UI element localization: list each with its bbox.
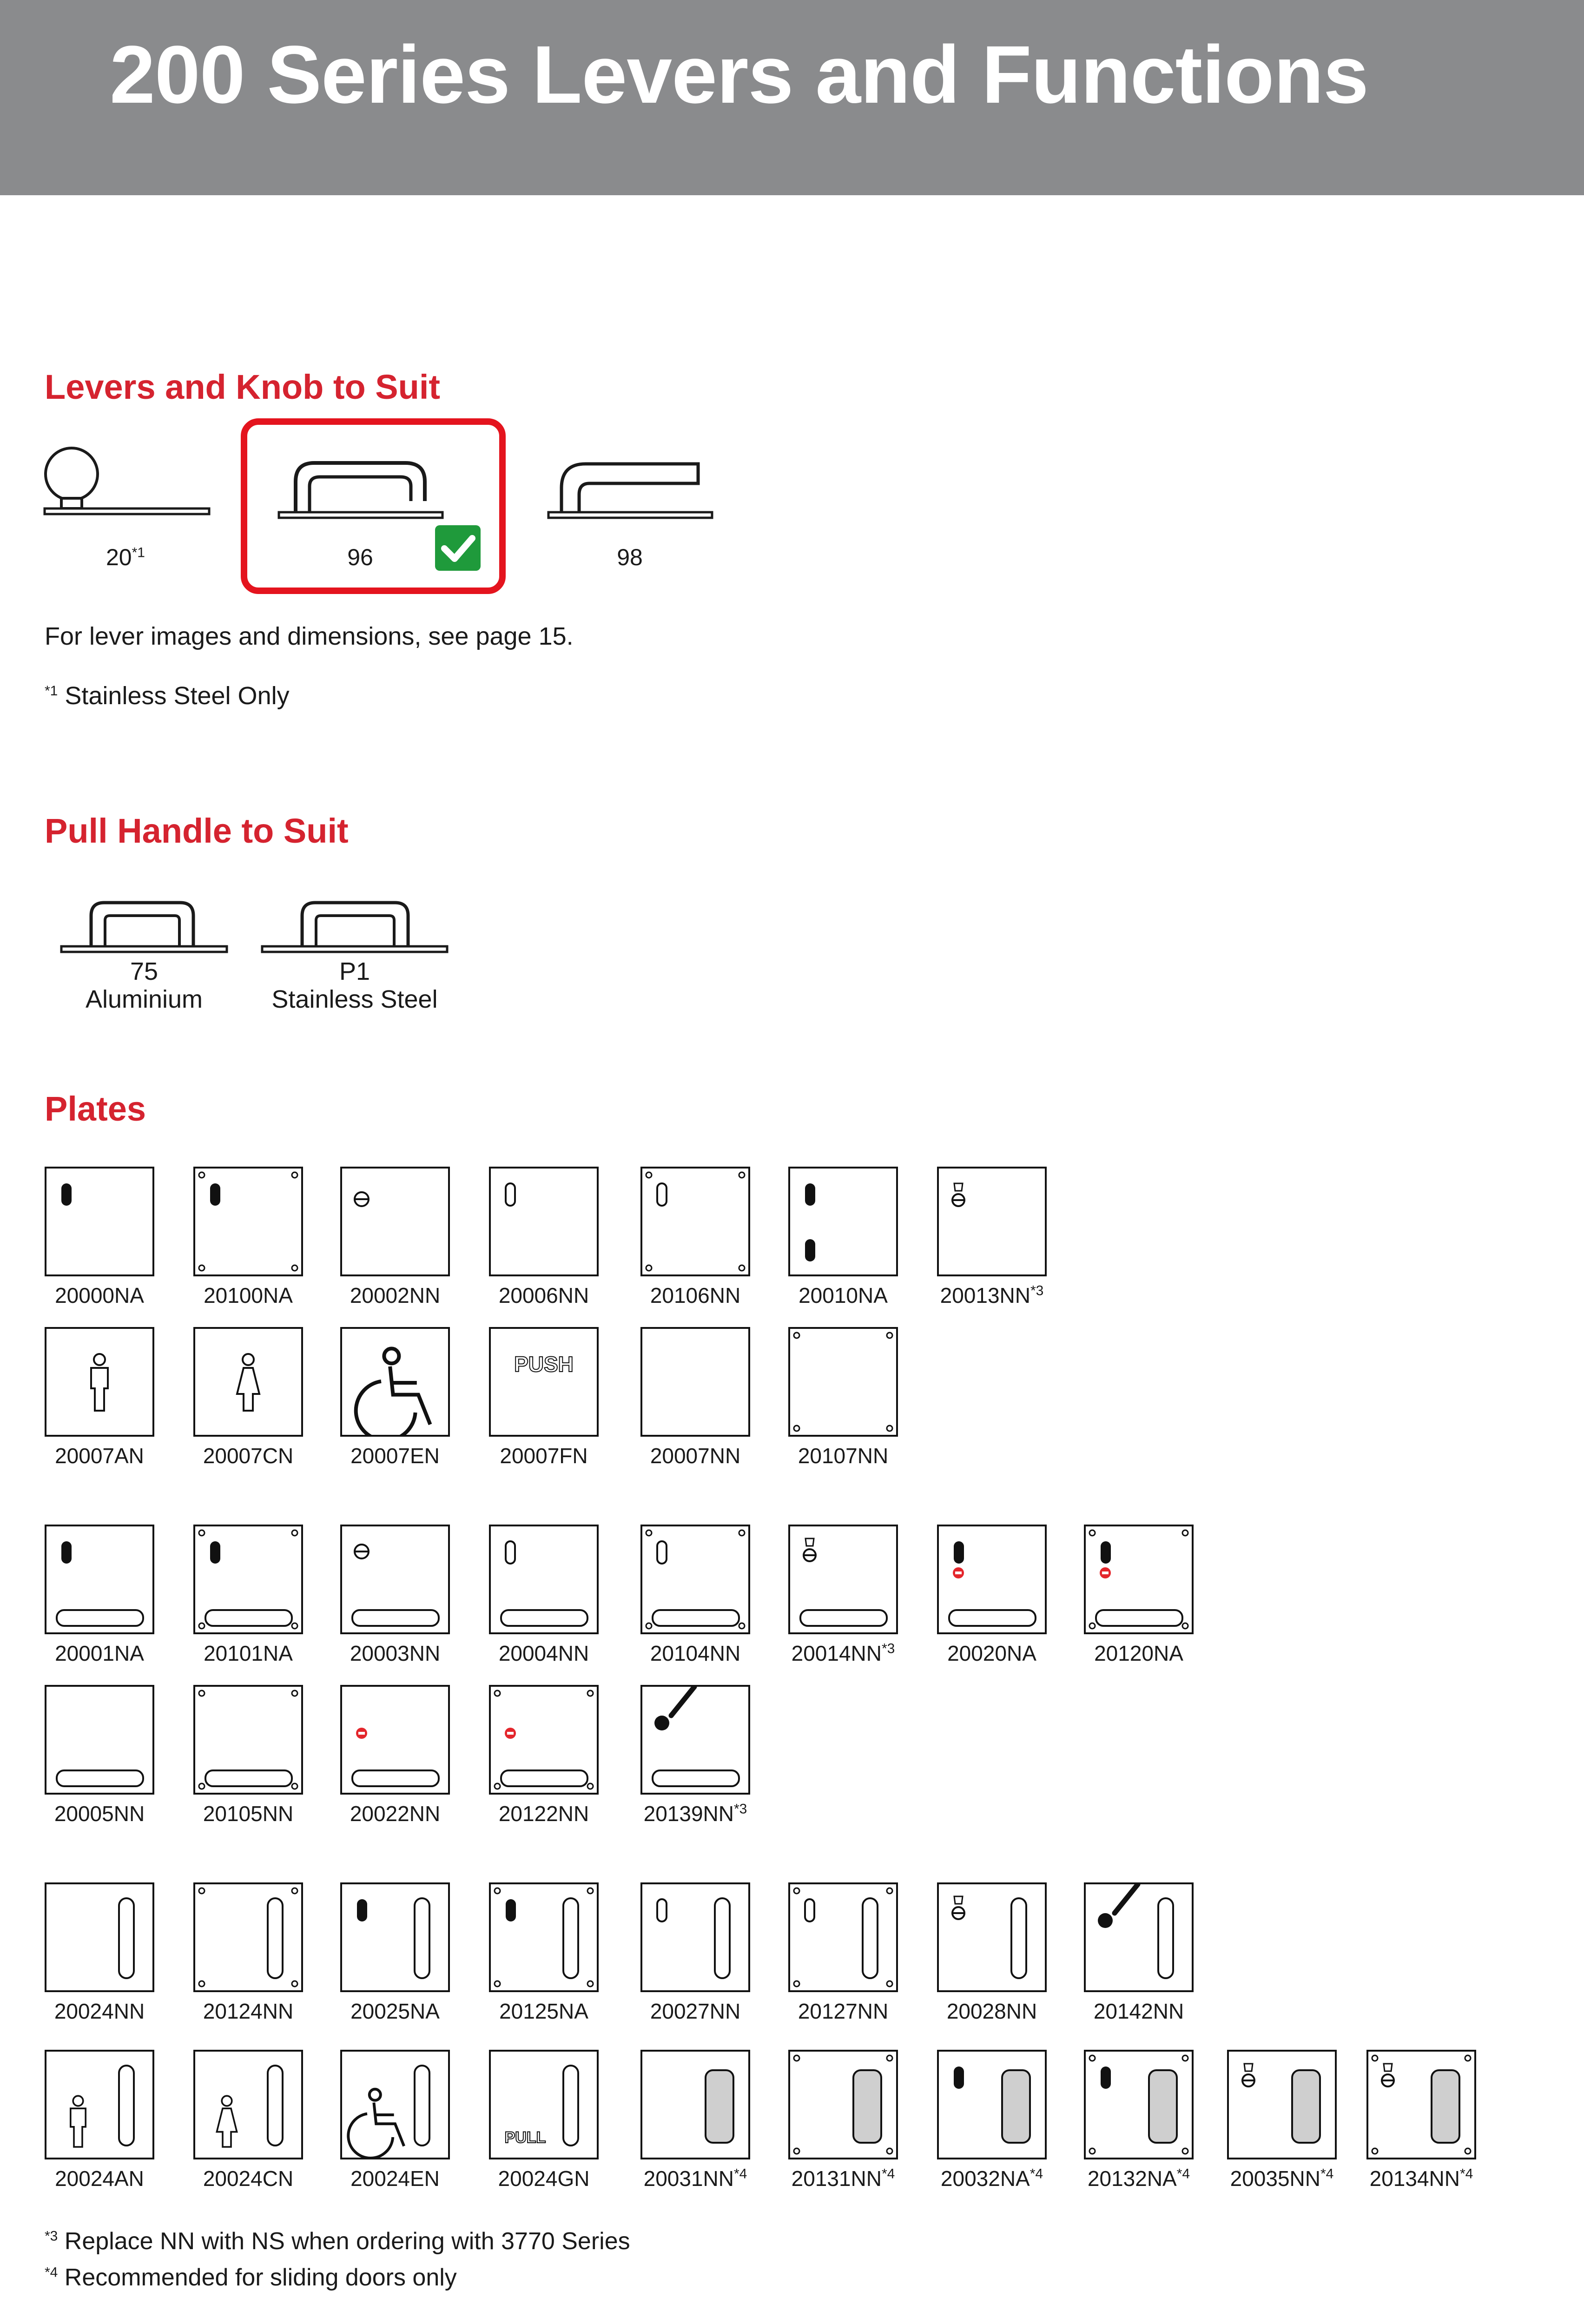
lever-item-98 (547, 456, 719, 521)
plate-code: 20131NN$^{*4}$ (791, 2166, 895, 2191)
plate-diagram-icon (489, 1525, 599, 1634)
plate-20139nn (640, 1685, 750, 1826)
plate-20003nn (340, 1525, 450, 1665)
plate-20007cn (193, 1327, 303, 1468)
plate-20122nn (489, 1685, 599, 1826)
svg-text:PUSH: PUSH (514, 1352, 574, 1376)
plate-20142nn (1084, 1882, 1194, 2023)
plate-20010na (788, 1167, 898, 1307)
plate-20024en (340, 2050, 450, 2191)
plate-code: 20028NN (946, 1999, 1037, 2023)
plate-diagram-icon (45, 1327, 154, 1437)
plate-code: 20007EN (350, 1444, 440, 1468)
checkmark-icon (435, 525, 481, 571)
plate-code: 20014NN$^{*3}$ (791, 1641, 895, 1665)
plate-diagram-icon (193, 1685, 303, 1795)
lever-item-96[interactable] (277, 456, 444, 521)
plate-diagram-icon (640, 1327, 750, 1437)
plate-20106nn (640, 1167, 750, 1307)
plate-code: 20125NA (499, 1999, 588, 2023)
plate-20028nn (937, 1882, 1047, 2023)
plate-diagram-icon (788, 1525, 898, 1634)
pull-handle-75-label: 75 Aluminium (85, 957, 203, 1013)
plate-code: 20132NA$^{*4}$ (1087, 2166, 1190, 2191)
plate-diagram-icon (489, 1685, 599, 1795)
plate-20101na (193, 1525, 303, 1665)
plates-footnote-3: $^{*3}$ Replace NN with NS when ordering with 3770 Series (45, 2228, 630, 2255)
plate-code: 20007CN (203, 1444, 294, 1468)
plate-20125na (489, 1882, 599, 2023)
pull-handle-p1 (260, 897, 449, 957)
plate-code: 20007FN (500, 1444, 588, 1468)
plate-20000na (45, 1167, 154, 1307)
plate-code: 20120NA (1094, 1641, 1183, 1665)
plate-code: 20122NN (498, 1802, 589, 1826)
plate-code: 20142NN (1093, 1999, 1184, 2023)
plate-diagram-icon (1227, 2050, 1337, 2159)
plate-diagram-icon (193, 1525, 303, 1634)
levers-title: Levers and Knob to Suit (45, 368, 441, 406)
lever-item-20 (43, 437, 215, 521)
pull-handle-icon (260, 897, 449, 957)
pull-handle-icon (59, 897, 229, 957)
plate-code: 20005NN (54, 1802, 145, 1826)
plate-20007an (45, 1327, 154, 1468)
plate-diagram-icon (340, 1882, 450, 1992)
plate-diagram-icon (340, 1685, 450, 1795)
plate-diagram-icon (45, 1167, 154, 1276)
plate-20022nn (340, 1685, 450, 1826)
plate-diagram-icon (340, 2050, 450, 2159)
plate-diagram-icon (489, 1882, 599, 1992)
lever-98-icon (547, 456, 719, 521)
plate-code: 20003NN (350, 1641, 441, 1665)
plate-code: 20035NN$^{*4}$ (1230, 2166, 1334, 2191)
plate-code: 20024NN (54, 1999, 145, 2023)
plate-code: 20105NN (203, 1802, 294, 1826)
plate-diagram-icon (640, 1525, 750, 1634)
plate-diagram-icon (1084, 1882, 1194, 1992)
plate-20024cn (193, 2050, 303, 2191)
plate-code: 20031NN$^{*4}$ (643, 2166, 747, 2191)
plate-diagram-icon (1366, 2050, 1476, 2159)
plate-20031nn (640, 2050, 750, 2191)
plate-20013nn (937, 1167, 1047, 1307)
plate-diagram-icon (489, 2050, 599, 2159)
plate-20120na (1084, 1525, 1194, 1665)
pull-handle-p1-label: P1 Stainless Steel (271, 957, 438, 1013)
plate-code: 20022NN (350, 1802, 441, 1826)
plate-20032na (937, 2050, 1047, 2191)
levers-footnote: $^{*1}$ Stainless Steel Only (45, 682, 290, 710)
plate-20127nn (788, 1882, 898, 2023)
plate-code: 20001NA (55, 1641, 144, 1665)
plate-code: 20134NN$^{*4}$ (1369, 2166, 1473, 2191)
plate-diagram-icon (193, 2050, 303, 2159)
plate-diagram-icon (1084, 1525, 1194, 1634)
page-title: 200 Series Levers and Functions (110, 29, 1368, 120)
plate-code: 20010NA (799, 1283, 888, 1307)
plate-code: 20025NA (350, 1999, 440, 2023)
plate-20132na (1084, 2050, 1194, 2191)
lever-96-icon (277, 456, 444, 521)
plate-diagram-icon (640, 2050, 750, 2159)
lever-label-98: 98 (617, 544, 643, 570)
plate-diagram-icon (1084, 2050, 1194, 2159)
plate-20027nn (640, 1882, 750, 2023)
plate-20005nn (45, 1685, 154, 1826)
plate-diagram-icon (340, 1525, 450, 1634)
plate-code: 20007AN (55, 1444, 144, 1468)
plate-diagram-icon (193, 1882, 303, 1992)
plate-20024gn (489, 2050, 599, 2191)
plate-20134nn (1366, 2050, 1476, 2191)
plate-diagram-icon (788, 1167, 898, 1276)
plate-diagram-icon (340, 1167, 450, 1276)
plate-20107nn (788, 1327, 898, 1468)
lever-label-96: 96 (347, 544, 373, 570)
plate-diagram-icon (193, 1167, 303, 1276)
plate-20024nn (45, 1882, 154, 2023)
plate-diagram-icon (193, 1327, 303, 1437)
plate-20025na (340, 1882, 450, 2023)
plate-20007fn (489, 1327, 599, 1468)
plate-20035nn (1227, 2050, 1337, 2191)
plate-code: 20107NN (798, 1444, 889, 1468)
plate-code: 20027NN (650, 1999, 741, 2023)
plate-20124nn (193, 1882, 303, 2023)
plate-diagram-icon (340, 1327, 450, 1437)
plate-code: 20032NA$^{*4}$ (940, 2166, 1043, 2191)
plate-diagram-icon (937, 1167, 1047, 1276)
plate-20007en (340, 1327, 450, 1468)
plate-diagram-icon (937, 1525, 1047, 1634)
plate-20006nn (489, 1167, 599, 1307)
plate-diagram-icon (788, 2050, 898, 2159)
levers-note: For lever images and dimensions, see page 15. (45, 622, 574, 650)
plate-20024an (45, 2050, 154, 2191)
plate-diagram-icon (45, 2050, 154, 2159)
plate-code: 20007NN (650, 1444, 741, 1468)
pull-handle-75 (59, 897, 229, 957)
plate-code: 20013NN$^{*3}$ (940, 1283, 1044, 1307)
header-banner (0, 0, 1584, 195)
plate-diagram-icon (937, 2050, 1047, 2159)
plate-20105nn (193, 1685, 303, 1826)
svg-text:PULL: PULL (504, 2129, 546, 2146)
plates-title: Plates (45, 1089, 146, 1128)
plate-code: 20100NA (204, 1283, 293, 1307)
plate-20007nn (640, 1327, 750, 1468)
plates-footnote-4: $^{*4}$ Recommended for sliding doors only (45, 2264, 457, 2291)
plate-20104nn (640, 1525, 750, 1665)
plate-diagram-icon (45, 1525, 154, 1634)
check-badge (435, 525, 481, 571)
plate-code: 20024AN (55, 2166, 144, 2191)
plate-code: 20127NN (798, 1999, 889, 2023)
plate-diagram-icon (640, 1685, 750, 1795)
plate-diagram-icon (640, 1882, 750, 1992)
plate-code: 20124NN (203, 1999, 294, 2023)
plate-20014nn (788, 1525, 898, 1665)
plate-20001na (45, 1525, 154, 1665)
plate-diagram-icon (640, 1167, 750, 1276)
plate-20004nn (489, 1525, 599, 1665)
plate-20020na (937, 1525, 1047, 1665)
plate-code: 20104NN (650, 1641, 741, 1665)
plate-diagram-icon (937, 1882, 1047, 1992)
plate-code: 20106NN (650, 1283, 741, 1307)
plate-20002nn (340, 1167, 450, 1307)
plate-code: 20000NA (55, 1283, 144, 1307)
plate-diagram-icon (788, 1327, 898, 1437)
plate-diagram-icon (45, 1685, 154, 1795)
plate-code: 20024GN (498, 2166, 590, 2191)
plate-code: 20024EN (350, 2166, 440, 2191)
plate-20100na (193, 1167, 303, 1307)
plate-code: 20024CN (203, 2166, 294, 2191)
plate-code: 20139NN$^{*3}$ (643, 1801, 747, 1826)
plate-code: 20004NN (498, 1641, 589, 1665)
plate-diagram-icon (788, 1882, 898, 1992)
plate-20131nn (788, 2050, 898, 2191)
plate-code: 20020NA (947, 1641, 1036, 1665)
plate-code: 20101NA (204, 1641, 293, 1665)
plate-diagram-icon (489, 1167, 599, 1276)
pull-handle-title: Pull Handle to Suit (45, 812, 349, 850)
knob-icon (43, 437, 215, 521)
plate-code: 20006NN (498, 1283, 589, 1307)
plate-diagram-icon (489, 1327, 599, 1437)
lever-label-20: 20$^{*1}$ (106, 544, 145, 570)
plate-code: 20002NN (350, 1283, 441, 1307)
plate-diagram-icon (45, 1882, 154, 1992)
